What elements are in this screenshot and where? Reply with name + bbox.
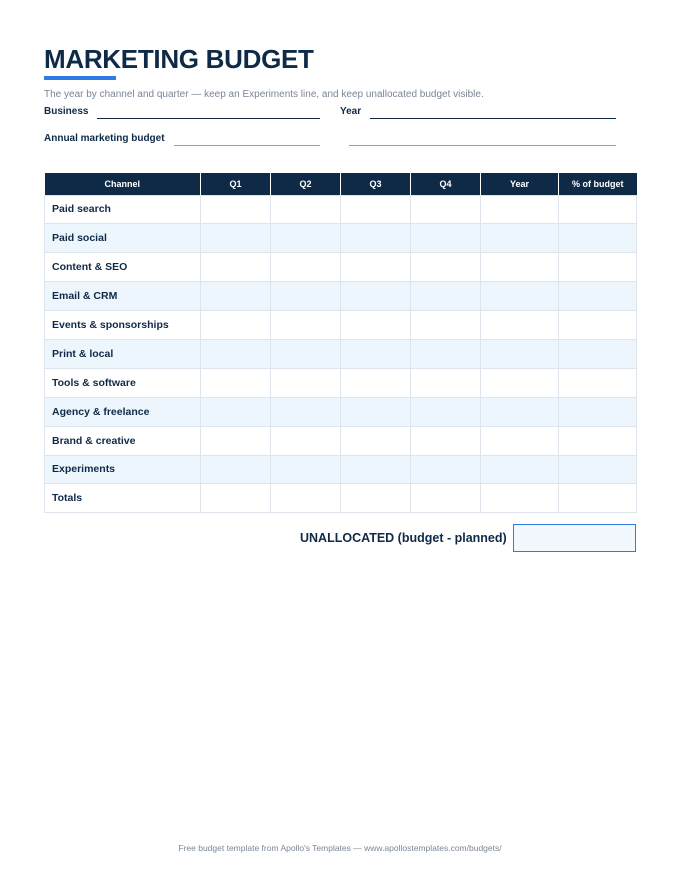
budget-cell[interactable] [411,282,481,311]
budget-cell[interactable] [481,253,559,282]
budget-cell[interactable] [481,455,559,484]
budget-cell[interactable] [411,368,481,397]
budget-cell[interactable] [481,311,559,340]
budget-cell[interactable] [341,484,411,513]
table-row [45,311,637,340]
column-header: Year [481,173,559,195]
channel-name: Events & sponsorships [45,311,201,340]
budget-cell[interactable] [559,397,637,426]
budget-cell[interactable] [481,282,559,311]
budget-cell[interactable] [271,253,341,282]
budget-cell[interactable] [271,311,341,340]
table-row [45,224,637,253]
year-field[interactable] [370,118,616,119]
budget-cell[interactable] [271,426,341,455]
title-accent-bar [44,76,116,80]
budget-cell[interactable] [201,339,271,368]
page-title: MARKETING BUDGET [44,44,314,74]
budget-cell[interactable] [201,311,271,340]
budget-cell[interactable] [559,339,637,368]
column-header: Q1 [201,173,271,195]
budget-cell[interactable] [559,455,637,484]
budget-cell[interactable] [481,426,559,455]
channel-name: Paid social [45,224,201,253]
footer-credit: Free budget template from Apollo's Templates — www.apollostemplates.com/budgets/ [178,843,502,853]
table-row [45,195,637,224]
budget-cell[interactable] [201,368,271,397]
budget-cell[interactable] [411,397,481,426]
table-row [45,397,637,426]
unallocated-input[interactable] [513,524,636,552]
budget-cell[interactable] [411,484,481,513]
budget-cell[interactable] [271,368,341,397]
annual-budget-label: Annual marketing budget [44,133,165,144]
budget-cell[interactable] [411,311,481,340]
budget-cell[interactable] [341,339,411,368]
budget-cell[interactable] [559,368,637,397]
column-header: % of budget [559,173,637,195]
channel-name: Agency & freelance [45,397,201,426]
channel-name: Content & SEO [45,253,201,282]
budget-cell[interactable] [481,224,559,253]
channel-name: Brand & creative [45,426,201,455]
budget-cell[interactable] [341,397,411,426]
channel-name: Email & CRM [45,282,201,311]
budget-cell[interactable] [411,339,481,368]
budget-cell[interactable] [411,426,481,455]
budget-cell[interactable] [271,484,341,513]
budget-cell[interactable] [341,455,411,484]
budget-cell[interactable] [559,253,637,282]
budget-cell[interactable] [341,224,411,253]
table-row [45,368,637,397]
annual-budget-field[interactable] [174,145,320,146]
budget-cell[interactable] [411,224,481,253]
budget-cell[interactable] [271,339,341,368]
budget-cell[interactable] [481,339,559,368]
budget-cell[interactable] [201,224,271,253]
channel-name: Totals [45,484,201,513]
budget-cell[interactable] [411,455,481,484]
budget-cell[interactable] [271,224,341,253]
budget-table [44,173,637,513]
unallocated-label: UNALLOCATED (budget - planned) [300,531,507,545]
business-field[interactable] [97,118,320,119]
table-row [45,282,637,311]
budget-cell[interactable] [201,253,271,282]
budget-cell[interactable] [201,397,271,426]
channel-name: Print & local [45,339,201,368]
budget-cell[interactable] [481,368,559,397]
year-label: Year [340,106,362,117]
channel-name: Tools & software [45,368,201,397]
table-row [45,455,637,484]
channel-name: Experiments [45,455,201,484]
budget-cell[interactable] [201,282,271,311]
budget-cell[interactable] [341,195,411,224]
budget-cell[interactable] [559,484,637,513]
page-subtitle: The year by channel and quarter — keep an Experiments line, and keep unallocated budget visible. [44,89,484,100]
budget-cell[interactable] [559,224,637,253]
table-row [45,484,637,513]
column-header: Q2 [271,173,341,195]
budget-cell[interactable] [341,368,411,397]
budget-cell[interactable] [201,195,271,224]
budget-cell[interactable] [201,455,271,484]
budget-cell[interactable] [411,253,481,282]
budget-cell[interactable] [559,282,637,311]
column-header: Channel [45,173,201,195]
budget-cell[interactable] [271,282,341,311]
budget-cell[interactable] [559,311,637,340]
budget-cell[interactable] [481,484,559,513]
column-header: Q3 [341,173,411,195]
budget-cell[interactable] [559,195,637,224]
budget-cell[interactable] [271,195,341,224]
budget-cell[interactable] [271,455,341,484]
channel-name: Paid search [45,195,201,224]
budget-cell[interactable] [201,484,271,513]
table-row [45,426,637,455]
budget-cell[interactable] [481,397,559,426]
column-header: Q4 [411,173,481,195]
business-label: Business [44,106,89,117]
table-row [45,339,637,368]
budget-cell[interactable] [341,282,411,311]
table-row [45,253,637,282]
budget-cell[interactable] [559,426,637,455]
budget-cell[interactable] [481,195,559,224]
budget-cell[interactable] [411,195,481,224]
budget-cell[interactable] [341,311,411,340]
budget-cell[interactable] [341,426,411,455]
budget-cell[interactable] [341,253,411,282]
budget-cell[interactable] [271,397,341,426]
table-header-row [45,173,637,195]
budget-cell[interactable] [201,426,271,455]
annual-budget-extra-line[interactable] [349,145,616,146]
